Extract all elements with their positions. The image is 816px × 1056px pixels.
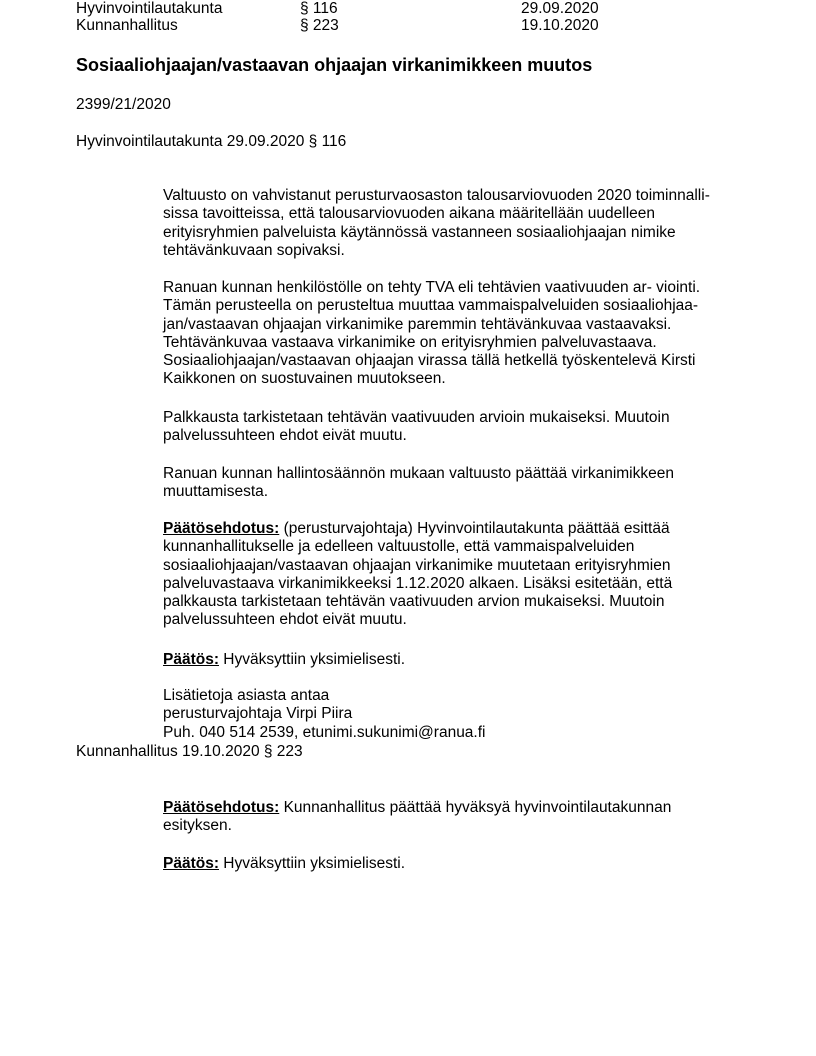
section-heading: Hyvinvointilautakunta 29.09.2020 § 116 <box>76 133 347 150</box>
section-heading: Kunnanhallitus 19.10.2020 § 223 <box>76 743 303 760</box>
text-line: Kaikkonen on suostuvainen muutokseen. <box>163 370 446 388</box>
text-line: muuttamisesta. <box>163 483 269 501</box>
contact-info <box>163 687 733 742</box>
document-title: Sosiaaliohjaajan/vastaavan ohjaajan virkanimikkeen muutos <box>76 55 593 75</box>
text-line <box>163 651 733 669</box>
text-line: palkkausta tarkistetaan tehtävän vaativuuden arvion mukaiseksi. Muutoin <box>163 593 665 611</box>
contact-line: Puh. 040 514 2539, etunimi.sukunimi@ranua.fi <box>163 723 486 741</box>
paragraph <box>163 409 733 446</box>
header-body: Kunnanhallitus <box>76 17 178 34</box>
header-row <box>76 17 796 35</box>
text-line <box>163 799 733 817</box>
text-line: Sosiaaliohjaajan/vastaavan ohjaajan virassa tällä hetkellä työskentelevä Kirsti <box>163 352 696 370</box>
proposal-label: Päätösehdotus: <box>163 520 280 537</box>
header-row <box>76 0 796 18</box>
header-date: 19.10.2020 <box>521 17 599 34</box>
header-date: 29.09.2020 <box>521 0 599 17</box>
text-line: Tämän perusteella on perusteltua muuttaa vammaispalveluiden sosiaaliohjaa- <box>163 297 699 315</box>
text-line: Ranuan kunnan hallintosäännön mukaan valtuusto päättää virkanimikkeen <box>163 465 674 482</box>
proposal-text: (perusturvajohtaja) Hyvinvointilautakunta päättää esittää <box>279 520 670 537</box>
text-line: erityisryhmien palveluista käytännössä vastanneen sosiaaliohjaajan nimike <box>163 223 676 241</box>
text-line: esityksen. <box>163 817 232 835</box>
text-line: tehtävänkuvaan sopivaksi. <box>163 241 345 259</box>
text-line: palvelussuhteen ehdot eivät muutu. <box>163 427 407 445</box>
text-line: palveluvastaava virkanimikkeeksi 1.12.2020 alkaen. Lisäksi esitetään, että <box>163 574 673 592</box>
text-line: palvelussuhteen ehdot eivät muutu. <box>163 611 407 629</box>
text-line: Palkkausta tarkistetaan tehtävän vaativuuden arvioin mukaiseksi. Muutoin <box>163 409 670 426</box>
header-section: § 223 <box>300 17 339 34</box>
text-line: sosiaaliohjaajan/vastaavan ohjaajan virkanimike muutetaan erityisryhmien <box>163 556 671 574</box>
decision <box>163 855 733 873</box>
paragraph <box>163 187 733 260</box>
record-number: 2399/21/2020 <box>76 96 171 113</box>
decision <box>163 651 733 669</box>
text-line: Ranuan kunnan henkilöstölle on tehty TVA eli tehtävien vaativuuden ar- viointi. <box>163 279 701 296</box>
text-line: jan/vastaavan ohjaajan virkanimike paremmin tehtävänkuvaa vastaavaksi. <box>163 315 672 333</box>
paragraph <box>163 279 733 389</box>
proposal-text: Kunnanhallitus päättää hyväksyä hyvinvointilautakunnan <box>279 799 672 816</box>
header-section: § 116 <box>300 0 338 17</box>
text-line <box>163 520 733 538</box>
decision-label: Päätös: <box>163 651 219 668</box>
text-line: Tehtävänkuvaa vastaava virkanimike on erityisryhmien palveluvastaava. <box>163 333 657 351</box>
header-body: Hyvinvointilautakunta <box>76 0 223 17</box>
text-line: sissa tavoitteissa, että talousarviovuoden aikana määritellään uudelleen <box>163 205 655 223</box>
proposal-label: Päätösehdotus: <box>163 799 280 816</box>
text-line: kunnanhallitukselle ja edelleen valtuustolle, että vammaispalveluiden <box>163 538 635 556</box>
decision-proposal <box>163 799 733 836</box>
decision-text: Hyväksyttiin yksimielisesti. <box>219 855 406 872</box>
text-line: Valtuusto on vahvistanut perusturvaosaston talousarviovuoden 2020 toiminnalli- <box>163 187 710 204</box>
text-line <box>163 855 733 873</box>
decision-proposal <box>163 520 733 630</box>
contact-line: perusturvajohtaja Virpi Piira <box>163 705 353 723</box>
contact-line: Lisätietoja asiasta antaa <box>163 687 330 704</box>
paragraph <box>163 465 733 502</box>
decision-label: Päätös: <box>163 855 219 872</box>
decision-text: Hyväksyttiin yksimielisesti. <box>219 651 406 668</box>
